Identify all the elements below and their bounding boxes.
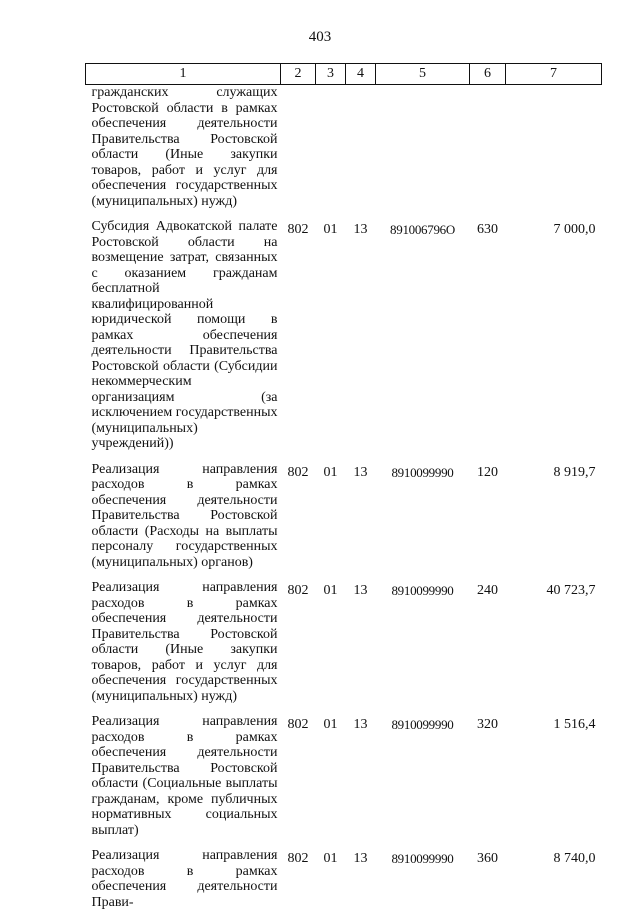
subsection-code: 13 — [353, 464, 368, 480]
subsection-code: 13 — [353, 222, 368, 237]
expense-type-code: 240 — [477, 583, 498, 598]
section-code: 01 — [323, 464, 338, 480]
column-header-7: 7 — [506, 64, 602, 85]
subsection-code: 13 — [353, 583, 368, 598]
amount — [506, 85, 602, 220]
section-code — [316, 85, 346, 220]
table-row — [86, 580, 602, 714]
ministry-code: 802 — [287, 717, 309, 732]
row-description: Реализация направления расходов в рамках обеспечения деятельности Правительства Ростовской области (Социальные выплаты гражданам, кроме публичных нормативных социальных выплат) — [91, 714, 278, 838]
row-description: Реализация направления расходов в рамках обеспечения деятельности Правительства Ростовской области (Расходы на выплаты персоналу государственных (муниципальных) органов) — [91, 461, 278, 570]
expense-type-code: 360 — [477, 851, 498, 866]
expense-type-code — [470, 85, 506, 220]
table-row — [86, 848, 602, 920]
column-header-6: 6 — [470, 64, 506, 85]
amount: 40 723,7 — [546, 583, 596, 598]
target-code: 8910099990 — [391, 583, 454, 598]
section-code: 01 — [323, 851, 338, 866]
subsection-code: 13 — [353, 851, 368, 866]
column-header-4: 4 — [346, 64, 376, 85]
header-row — [86, 64, 602, 85]
ministry-code — [281, 85, 316, 220]
expense-type-code: 630 — [477, 222, 498, 237]
ministry-code: 802 — [287, 222, 309, 237]
section-code: 01 — [323, 222, 338, 237]
table-row — [86, 462, 602, 581]
section-code: 01 — [323, 583, 338, 598]
table-row — [86, 85, 602, 220]
budget-table — [85, 63, 602, 920]
target-code: 8910099990 — [391, 851, 454, 866]
subsection-code: 13 — [353, 717, 368, 732]
target-code — [376, 85, 470, 220]
table-row — [86, 219, 602, 462]
subsection-code — [346, 85, 376, 220]
ministry-code: 802 — [287, 583, 309, 598]
column-header-2: 2 — [281, 64, 316, 85]
column-header-1: 1 — [86, 64, 281, 85]
target-code: 8910099990 — [391, 464, 454, 480]
expense-type-code: 120 — [477, 464, 498, 480]
expense-type-code: 320 — [477, 717, 498, 732]
column-header-5: 5 — [376, 64, 470, 85]
section-code: 01 — [323, 717, 338, 732]
ministry-code: 802 — [287, 464, 309, 480]
target-code: 8910099990 — [391, 717, 454, 732]
row-description: гражданских служащих Ростовской области в рамках обеспечения деятельности Правительства Ростовской области (Иные закупки товаров, работ и услуг для обеспечения государственных (муниципальных) нужд) — [91, 85, 278, 209]
amount: 7 000,0 — [553, 222, 596, 237]
page-number: 403 — [308, 29, 332, 45]
ministry-code: 802 — [287, 851, 309, 866]
row-description: Субсидия Адвокатской палате Ростовской области на возмещение затрат, связанных с оказанием гражданам бесплатной квалифицированной юридической помощи в рамках обеспечения деятельности Правительства Ростовской области (Субсидии некоммерческим организациям (за исключением государственных (муниципальных) учреждений)) — [91, 219, 278, 451]
table-row — [86, 714, 602, 848]
row-description: Реализация направления расходов в рамках обеспечения деятельности Прави- — [91, 848, 278, 910]
target-code: 891006796О — [390, 222, 455, 237]
amount: 8 919,7 — [553, 464, 596, 480]
column-header-3: 3 — [316, 64, 346, 85]
amount: 8 740,0 — [553, 851, 596, 866]
amount: 1 516,4 — [553, 717, 596, 732]
row-description: Реализация направления расходов в рамках обеспечения деятельности Правительства Ростовской области (Иные закупки товаров, работ и услуг для обеспечения государственных (муниципальных) нужд) — [91, 580, 278, 704]
